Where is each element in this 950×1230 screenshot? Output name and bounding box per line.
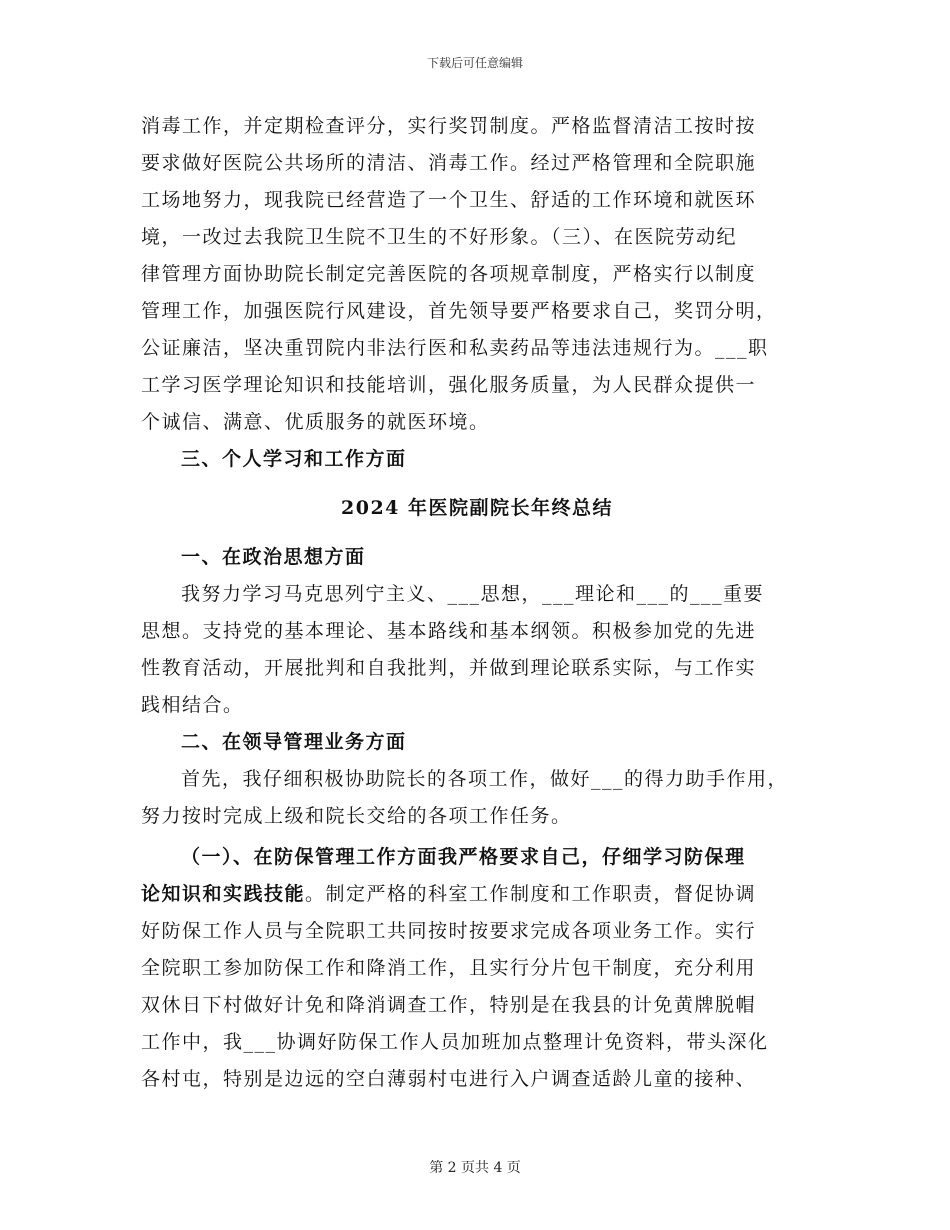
paragraph-line: 我努力学习马克思列宁主义、___思想，___理论和___的___重要: [181, 583, 765, 605]
document-body: [141, 108, 813, 1098]
paragraph-line: 工作中，我___协调好防保工作人员加班加点整理计免资料，带头深化: [141, 1031, 769, 1053]
page-footer: 第 2 页共 4 页: [429, 1160, 521, 1176]
paragraph-line: 全院职工参加防保工作和降消工作，且实行分片包干制度，充分利用: [141, 957, 757, 979]
paragraph-line: 工学习医学理论知识和技能培训，强化服务质量，为人民群众提供一: [141, 374, 757, 396]
page-header: 下载后可任意编辑: [426, 56, 523, 70]
paragraph-line: 律管理方面协助院长制定完善医院的各项规章制度，严格实行以制度: [141, 263, 757, 285]
section-heading-3: 三、个人学习和工作方面: [181, 448, 407, 470]
paragraph-line: 消毒工作，并定期检查评分，实行奖罚制度。严格监督清洁工按时按: [141, 115, 757, 137]
paragraph-line: 双休日下村做好计免和降消调查工作，特别是在我县的计免黄牌脱帽: [141, 994, 757, 1016]
paragraph-line: 各村屯，特别是边远的空白薄弱村屯进行入户调查适龄儿童的接种、: [141, 1068, 757, 1090]
paragraph-line: 努力按时完成上级和院长交给的各项工作任务。: [141, 805, 572, 827]
subsection-heading-continuation: 论知识和实践技能: [141, 883, 306, 905]
section-heading-2: 二、在领导管理业务方面: [181, 731, 407, 753]
paragraph-line: 境，一改过去我院卫生院不卫生的不好形象。（三）、在医院劳动纪: [141, 226, 738, 248]
paragraph-line: 个诚信、满意、优质服务的就医环境。: [141, 411, 490, 433]
paragraph-line: 思想。支持党的基本理论、基本路线和基本纲领。积极参加党的先进: [141, 620, 757, 642]
paragraph-line: 工场地努力，现我院已经营造了一个卫生、舒适的工作环境和就医环: [141, 189, 757, 211]
paragraph-line: 性教育活动，开展批判和自我批判，并做到理论联系实际，与工作实: [141, 657, 757, 679]
paragraph-line-mixed: [141, 876, 813, 913]
paragraph-line: 公证廉洁，坚决重罚院内非法行医和私卖药品等违法违规行为。___职: [141, 337, 769, 359]
section-heading-1: 一、在政治思想方面: [181, 546, 366, 568]
paragraph-text: 。制定严格的科室工作制度和工作职责，督促协调: [305, 883, 757, 905]
paragraph-line: 践相结合。: [141, 694, 244, 716]
paragraph-line: 首先，我仔细积极协助院长的各项工作，做好___的得力助手作用，: [181, 768, 789, 790]
document-title: 2024 年医院副院长年终总结: [341, 497, 613, 519]
paragraph-line: 管理工作，加强医院行风建设，首先领导要严格要求自己，奖罚分明，: [141, 300, 777, 322]
subsection-heading-1: （一）、在防保管理工作方面我严格要求自己，仔细学习防保理: [181, 846, 746, 868]
paragraph-line: 要求做好医院公共场所的清洁、消毒工作。经过严格管理和全院职施: [141, 152, 757, 174]
paragraph-line: 好防保工作人员与全院职工共同按时按要求完成各项业务工作。实行: [141, 920, 757, 942]
